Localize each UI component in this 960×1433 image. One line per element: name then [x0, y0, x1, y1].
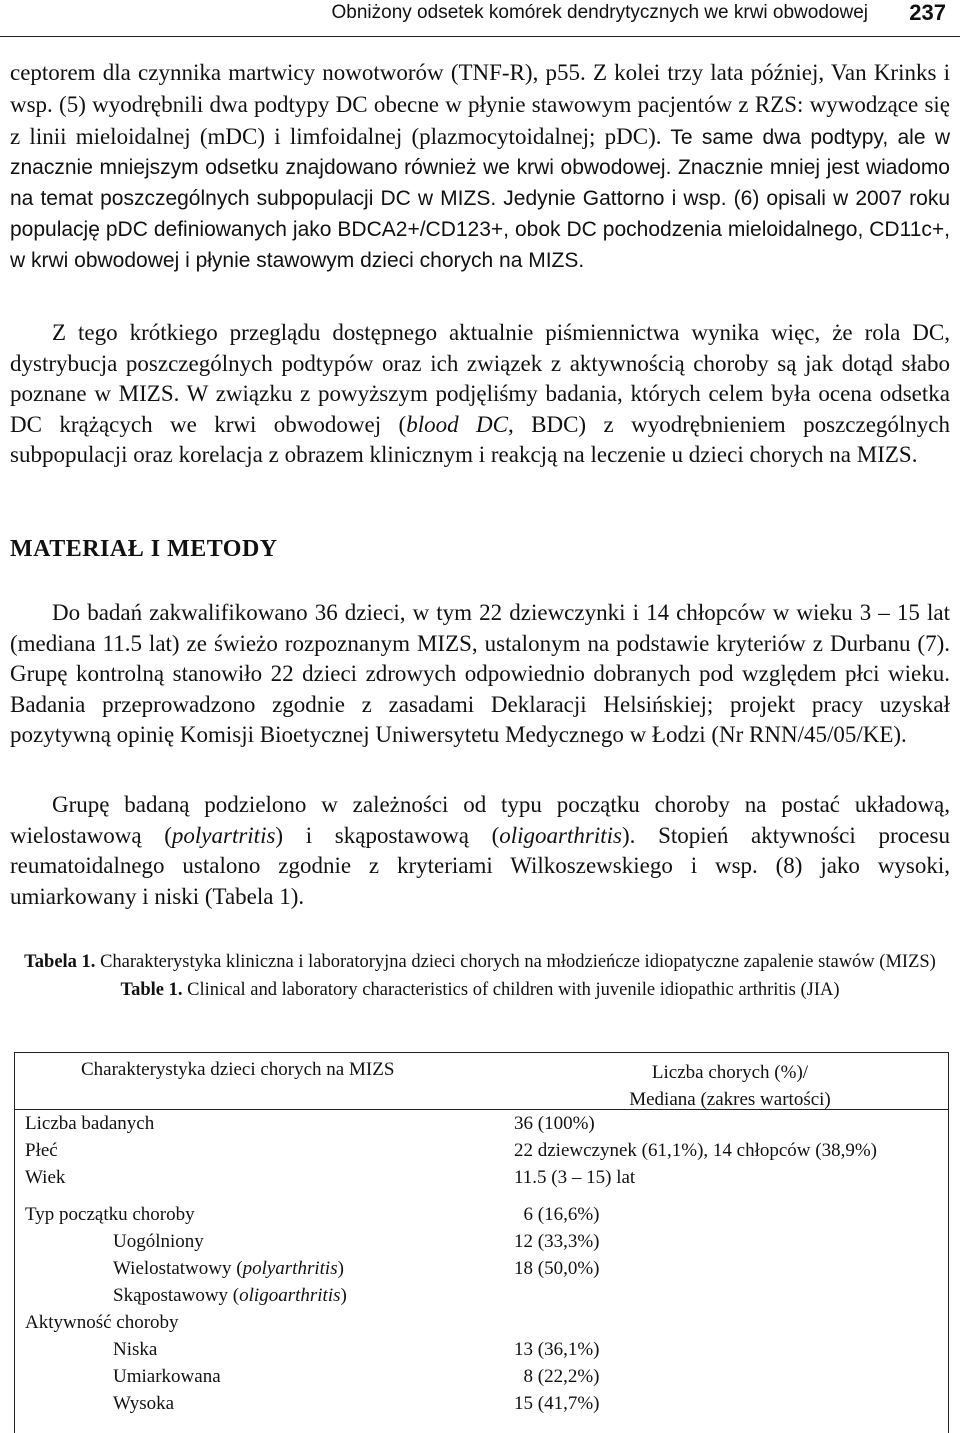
row-label: Liczba badanych [25, 1113, 155, 1134]
table-row [15, 1339, 948, 1366]
row-label: Umiarkowana [113, 1366, 221, 1387]
text-run: ) i skąpostawową ( [275, 822, 500, 848]
row-label [113, 1285, 347, 1307]
running-title: Obniżony odsetek komórek dendrytycznych we krwi obwodowej [331, 2, 868, 23]
row-value: 6 (16,6%) [514, 1204, 600, 1225]
row-value: 22 dziewczynek (61,1%), 14 chłopców (38,9%) [514, 1140, 877, 1161]
text-run: Z tego krótkiego przeglądu dostępnego aktualnie piśmiennictwa wynika więc, że rola DC, dystrybucja poszczególnych podtypów oraz ich związek z aktywnością choroby są jak dotąd słabo poznane w MIZS. W związku z powyższym podjęliśmy badania, których celem była ocena odsetka DC krążących we krwi obwodowej ( [10, 320, 950, 437]
caption-text-en: Clinical and laboratory characteristics of children with juvenile idiopathic arthritis (JIA) [182, 980, 840, 1000]
row-label: Płeć [25, 1140, 58, 1161]
table-row [15, 1167, 948, 1194]
label-run: ) [340, 1285, 347, 1306]
header-line: Mediana (zakres wartości) [629, 1089, 831, 1110]
row-value: 12 (33,3%) [514, 1231, 600, 1252]
text-run: ). Stopień aktywności procesu reumatoidalnego ustalono zgodnie z kryteriami Wilkoszewskiego i wsp. (8) jako wysoki, umiarkowany i niski (Tabela 1). [10, 822, 950, 909]
row-label: Aktywność choroby [25, 1312, 179, 1333]
running-header [0, 0, 960, 37]
table-row [15, 1113, 948, 1140]
text-run: Grupę badaną podzielono w zależności od typu początku choroby na postać układową, wielostawową ( [10, 792, 950, 848]
table-caption [0, 948, 960, 1004]
row-value: 15 (41,7%) [514, 1393, 600, 1414]
table-row [15, 1312, 948, 1339]
section-heading: MATERIAŁ I METODY [10, 536, 278, 562]
paragraph-groups [10, 790, 950, 912]
table-row [15, 1393, 948, 1420]
label-run: Skąpostawowy ( [113, 1285, 240, 1306]
table-row [15, 1204, 948, 1231]
row-value: 8 (22,2%) [514, 1366, 600, 1387]
row-label: Wiek [25, 1167, 66, 1188]
page-number: 237 [909, 0, 946, 25]
table-row [15, 1258, 948, 1285]
characteristics-table [14, 1052, 949, 1433]
header-line: Liczba chorych (%)/ [651, 1062, 809, 1083]
label-run: Wielostatwowy ( [113, 1258, 243, 1279]
table-row [15, 1140, 948, 1167]
row-label [113, 1258, 344, 1280]
row-label: Uogólniony [113, 1231, 204, 1252]
text-run: , BDC) z wyodrębnieniem poszczególnych subpopulacji oraz korelacja z obrazem klinicznym i reakcją na leczenie u dzieci chorych na MIZS. [10, 411, 951, 467]
table-column-header-count [610, 1059, 850, 1113]
row-label: Typ początku choroby [25, 1204, 195, 1225]
table-column-header-characteristic: Charakterystyka dzieci chorych na MIZS [81, 1059, 395, 1080]
table-header-rule [15, 1109, 948, 1110]
row-label: Niska [113, 1339, 158, 1360]
paragraph-methods: Do badań zakwalifikowano 36 dzieci, w tym 22 dziewczynki i 14 chłopców w wieku 3 – 15 lat (mediana 11.5 lat) ze świeżo rozpoznanym MIZS, ustalonym na podstawie kryteriów z Durbanu (7). Grupę kontrolną stanowiło 22 dzieci zdrowych odpowiednio dobranych pod względem płci wieku. Badania przeprowadzono zgodnie z zasadami Deklaracji Helsińskiej; projekt pracy uzyskał pozytywną opinię Komisji Bioetycznej Uniwersytetu Medycznego w Łodzi (Nr RNN/45/05/KE). [10, 600, 950, 747]
row-value: 11.5 (3 – 15) lat [514, 1167, 636, 1188]
italic-term: polyarthritis [242, 1258, 338, 1279]
italic-term: polyartritis [171, 822, 276, 848]
caption-label-pl: Tabela 1. [24, 952, 96, 972]
label-run: ) [337, 1258, 344, 1279]
table-row [15, 1366, 948, 1393]
paragraph-review-summary [10, 318, 950, 471]
table-row [15, 1231, 948, 1258]
italic-term: oligoarthritis [239, 1285, 341, 1306]
row-label: Wysoka [113, 1393, 175, 1414]
paragraph-intro-sans: Te same dwa podtypy, ale w znacznie mniejszym odsetku znajdowano również we krwi obwodowej. Znacznie mniej jest wiadomo na temat poszczególnych subpopulacji DC w MIZS. Jedynie Gattorno i wsp. (6) opisali w 2007 roku populację pDC definiowanych jako BDCA2+/CD123+, obok DC pochodzenia mieloidalnego, CD11c+, w krwi obwodowej i płynie stawowym dzieci chorych na MIZS. [10, 125, 950, 272]
row-value: 13 (36,1%) [514, 1339, 600, 1360]
paragraph-intro [10, 58, 950, 277]
row-value: 18 (50,0%) [514, 1258, 600, 1279]
table-row [15, 1285, 948, 1312]
caption-text-pl: Charakterystyka kliniczna i laboratoryjna dzieci chorych na młodzieńcze idiopatyczne zapalenie stawów (MIZS) [95, 952, 936, 972]
paragraph-intro-serif: ceptorem dla czynnika martwicy nowotworów (TNF-R), p55. Z kolei trzy lata później, Van Krinks i wsp. (5) wyodrębnili dwa podtypy DC obecne w płynie stawowym pacjentów z RZS: wywodzące się z linii mieloidalnej (mDC) i limfoidalnej (plazmocytoidalnej; pDC). [10, 60, 950, 149]
italic-term: blood DC [406, 411, 508, 437]
row-value: 36 (100%) [514, 1113, 595, 1134]
italic-term: oligoarthritis [499, 822, 622, 848]
caption-label-en: Table 1. [120, 980, 183, 1000]
